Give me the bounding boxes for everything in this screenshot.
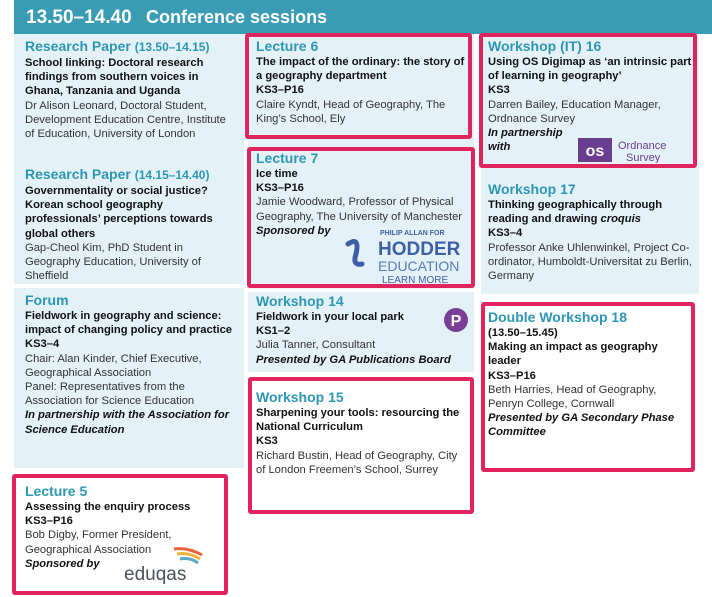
- session-people: Richard Bustin, Head of Geography, City of London Freemen’s School, Surrey: [256, 449, 458, 476]
- session-title: Fieldwork in your local park: [256, 311, 404, 323]
- session-people: Julia Tanner, Consultant: [256, 339, 376, 352]
- session-title: Ice time: [256, 168, 298, 180]
- session-type: Workshop 14: [256, 293, 344, 309]
- session-time: (13.50–14.15): [134, 40, 210, 54]
- session-type: Lecture 7: [256, 150, 319, 166]
- session-title: The impact of the ordinary: the story of a geography department: [256, 56, 465, 83]
- session-header: [14, 0, 712, 34]
- hodder-logo-main: HODDER: [378, 239, 460, 260]
- key-stage: KS3–4: [25, 338, 60, 351]
- session-time: (13.50–15.45): [488, 327, 558, 339]
- hodder-logo-sub: EDUCATION: [378, 258, 460, 274]
- key-stage: KS3–4: [488, 227, 523, 240]
- session-people: Beth Harries, Head of Geography, Penryn College, Cornwall: [488, 383, 657, 411]
- lecture-6[interactable]: [256, 38, 468, 126]
- research-paper-2[interactable]: [25, 166, 237, 283]
- research-paper-1[interactable]: [25, 38, 237, 141]
- hodder-logo: [344, 226, 460, 284]
- session-type: Double Workshop 18: [488, 309, 627, 325]
- eduqas-logo: [122, 545, 212, 585]
- header-title: Conference sessions: [146, 7, 328, 27]
- os-logo-text-2: Survey: [626, 152, 661, 163]
- session-sponsor: In partnership with the Association for Science Education: [25, 409, 230, 436]
- workshop-15[interactable]: [256, 389, 468, 477]
- eduqas-logo-text: eduqas: [124, 564, 187, 585]
- session-time: (14.15–14.40): [134, 168, 210, 182]
- session-type: Forum: [25, 292, 69, 308]
- session-people: Jamie Woodward, Professor of Physical Geography, The University of Manchester: [256, 196, 463, 223]
- session-people: Gap-Cheol Kim, PhD Student in Geography Education, University of Sheffield: [25, 241, 201, 283]
- key-stage: KS3–P16: [488, 369, 536, 382]
- session-panel: Panel: Representatives from the Association for Science Education: [25, 381, 195, 408]
- header-time: 13.50–14.40: [26, 7, 132, 28]
- session-type: Research Paper (13.50–14.15): [25, 38, 210, 54]
- session-title-emphasis: croquis: [600, 213, 641, 226]
- double-workshop-18[interactable]: [488, 309, 690, 440]
- ga-publications-logo-text: P: [450, 313, 462, 330]
- key-stage: KS3–P16: [25, 515, 73, 528]
- key-stage: KS3–P16: [256, 182, 304, 195]
- session-type: Research Paper (14.15–14.40): [25, 166, 210, 182]
- os-logo-text-1: Ordnance: [618, 140, 667, 152]
- session-title: Thinking geographically through reading and drawing croquis: [488, 199, 663, 226]
- session-type: Lecture 6: [256, 38, 319, 54]
- key-stage: KS1–2: [256, 325, 291, 338]
- session-title: Making an impact as geography leader: [488, 341, 658, 368]
- session-people: Dr Alison Leonard, Doctoral Student, Development Education Centre, Institute of Education, University of London: [25, 99, 226, 141]
- ga-publications-logo: [444, 307, 468, 333]
- session-title: Fieldwork in geography and science: impact of changing policy and practice: [25, 310, 233, 337]
- key-stage: KS3: [488, 84, 510, 97]
- session-sponsor: Presented by GA Publications Board: [256, 353, 451, 366]
- session-type: Workshop 17: [488, 181, 576, 197]
- key-stage: KS3–P16: [256, 84, 304, 97]
- ordnance-survey-logo: [578, 137, 690, 163]
- session-sponsor: In partnership with: [488, 127, 563, 154]
- forum-session[interactable]: [25, 292, 239, 437]
- os-logo-mark: os: [585, 143, 605, 160]
- hodder-logo-bottom: LEARN MORE: [382, 275, 449, 284]
- session-title: Using OS Digimap as ‘an intrinsic part of learning in geography’: [488, 56, 692, 83]
- session-title: Assessing the enquiry process: [25, 501, 191, 513]
- session-title: School linking: Doctoral research findings from southern voices in Ghana, Tanzania and Uganda: [25, 57, 204, 98]
- session-people: Claire Kyndt, Head of Geography, The King’s School, Ely: [256, 98, 446, 125]
- session-sponsor: Presented by GA Secondary Phase Committee: [488, 412, 675, 439]
- session-people: Bob Digby, Former President, Geographical Association: [25, 529, 172, 556]
- session-sponsor: Sponsored by: [25, 557, 100, 570]
- session-sponsor: Sponsored by: [256, 224, 331, 237]
- session-type: Workshop 15: [256, 389, 344, 405]
- session-people: Professor Anke Uhlenwinkel, Project Co-ordinator, Humboldt-Universitat zu Berlin, Germany: [488, 241, 692, 283]
- key-stage: KS3: [256, 435, 278, 448]
- session-type: Workshop (IT) 16: [488, 38, 602, 54]
- hodder-logo-top: PHILIP ALLAN FOR: [380, 230, 445, 237]
- session-people: Darren Bailey, Education Manager, Ordnance Survey: [488, 98, 661, 125]
- session-type: Lecture 5: [25, 483, 88, 499]
- session-title: Sharpening your tools: resourcing the National Curriculum: [256, 407, 460, 434]
- session-chair: Chair: Alan Kinder, Chief Executive, Geographical Association: [25, 352, 202, 379]
- workshop-17[interactable]: [488, 181, 692, 283]
- workshop-14[interactable]: [256, 293, 470, 367]
- lecture-7[interactable]: [256, 150, 468, 238]
- session-title: Governmentality or social justice? Korean school geography professionals’ perceptions towards global others: [25, 185, 213, 240]
